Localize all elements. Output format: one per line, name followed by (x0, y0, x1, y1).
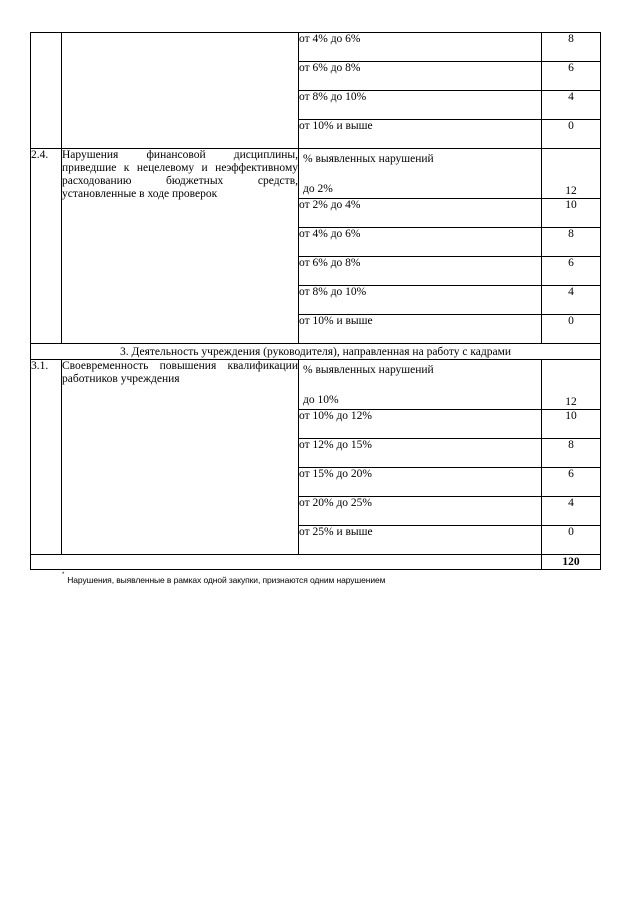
score-cell: 0 (542, 120, 601, 149)
item-description: Своевременность повышения квалификации работников учреждения (62, 360, 299, 555)
score-cell: 8 (542, 228, 601, 257)
score-cell: 10 (542, 199, 601, 228)
criterion-value: до 10% (303, 394, 339, 406)
score-cell: 8 (542, 33, 601, 62)
criterion-cell: от 10% и выше (299, 120, 542, 149)
table-row (31, 149, 601, 199)
criteria-table (30, 32, 601, 570)
item-description: Нарушения финансовой дисциплины, приведшие к нецелевому и неэффективному расходованию бюджетных средств, установленные в ходе проверок (62, 149, 299, 344)
criterion-cell: от 10% и выше (299, 315, 542, 344)
criterion-cell: от 8% до 10% (299, 91, 542, 120)
number-cell (31, 33, 62, 149)
score-cell: 6 (542, 257, 601, 286)
footnote (62, 572, 386, 585)
criterion-cell: от 12% до 15% (299, 439, 542, 468)
item-number: 3.1. (31, 360, 62, 555)
score-cell: 12 (542, 360, 601, 410)
criterion-value: до 2% (303, 183, 333, 195)
score-cell: 6 (542, 62, 601, 91)
criterion-cell: от 8% до 10% (299, 286, 542, 315)
criterion-cell: от 20% до 25% (299, 497, 542, 526)
score-cell: 4 (542, 497, 601, 526)
score-cell: 4 (542, 286, 601, 315)
score-cell: 12 (542, 149, 601, 199)
criterion-cell (299, 149, 542, 199)
item-number: 2.4. (31, 149, 62, 344)
criterion-cell: от 10% до 12% (299, 410, 542, 439)
total-score: 120 (542, 555, 601, 570)
description-cell (62, 33, 299, 149)
score-cell: 10 (542, 410, 601, 439)
criterion-cell (299, 360, 542, 410)
section-title: 3. Деятельность учреждения (руководителя), направленная на работу с кадрами (31, 344, 601, 360)
score-cell: 4 (542, 91, 601, 120)
criterion-header: % выявленных нарушений (303, 364, 434, 376)
score-cell: 0 (542, 526, 601, 555)
criterion-header: % выявленных нарушений (303, 153, 434, 165)
total-row (31, 555, 601, 570)
score-cell: 0 (542, 315, 601, 344)
criterion-cell: от 25% и выше (299, 526, 542, 555)
section-header-row (31, 344, 601, 360)
criterion-cell: от 6% до 8% (299, 62, 542, 91)
table-row (31, 360, 601, 410)
criterion-cell: от 2% до 4% (299, 199, 542, 228)
score-cell: 8 (542, 439, 601, 468)
total-label-cell (31, 555, 542, 570)
table-row (31, 33, 601, 62)
footnote-text: Нарушения, выявленные в рамках одной закупки, признаются одним нарушением (67, 575, 386, 585)
criterion-cell: от 4% до 6% (299, 33, 542, 62)
criterion-cell: от 4% до 6% (299, 228, 542, 257)
criterion-cell: от 15% до 20% (299, 468, 542, 497)
score-cell: 6 (542, 468, 601, 497)
criterion-cell: от 6% до 8% (299, 257, 542, 286)
footnote-marker: * (62, 572, 65, 579)
